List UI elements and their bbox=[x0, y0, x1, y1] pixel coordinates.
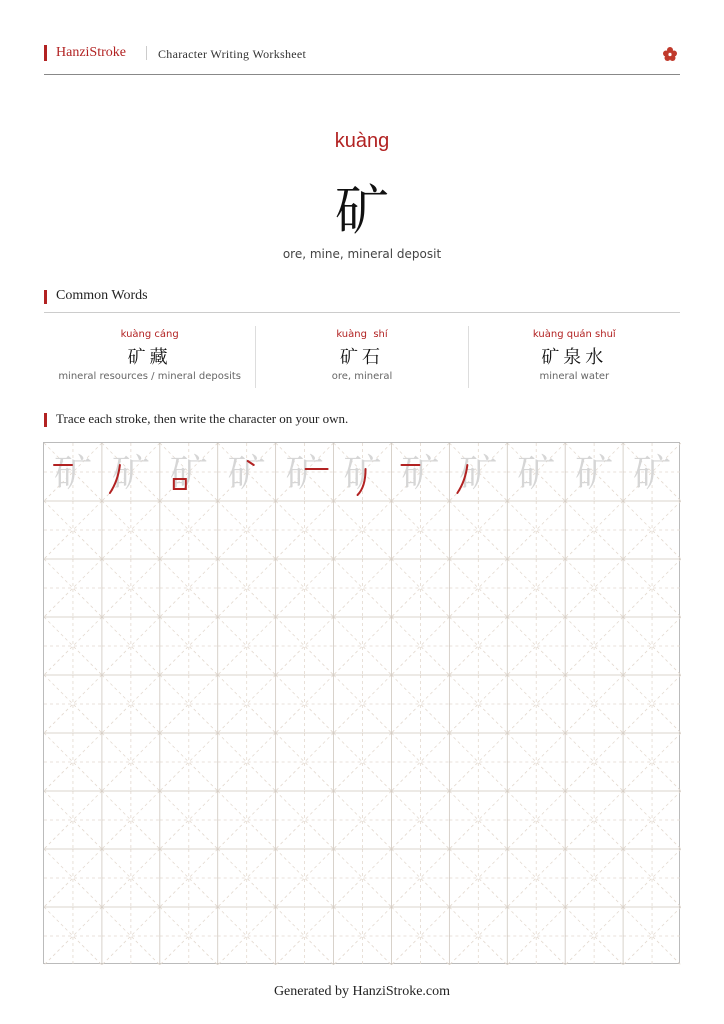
word-meaning: mineral resources / mineral deposits bbox=[58, 371, 241, 382]
stroke-order-cell bbox=[401, 451, 439, 495]
stroke-order-cell bbox=[110, 451, 150, 495]
worksheet-subtitle: Character Writing Worksheet bbox=[158, 47, 307, 61]
practice-instruction: Trace each stroke, then write the character on your own. bbox=[56, 411, 349, 426]
trace-character: 矿 bbox=[343, 451, 382, 495]
word-item bbox=[44, 326, 255, 388]
header-divider bbox=[146, 46, 147, 60]
stroke-order-cell bbox=[170, 451, 208, 495]
word-hanzi: 矿石 bbox=[339, 347, 384, 368]
practice-grid-canvas[interactable] bbox=[44, 443, 681, 965]
trace-character: 矿 bbox=[517, 451, 556, 495]
stroke-order-cell bbox=[228, 451, 266, 495]
character-meaning: ore, mine, mineral deposit bbox=[282, 247, 442, 261]
trace-character: 矿 bbox=[227, 451, 266, 495]
stroke-order-cell bbox=[343, 451, 381, 495]
stroke-order-cell bbox=[54, 451, 92, 495]
common-words-title: Common Words bbox=[56, 288, 148, 303]
trace-character: 矿 bbox=[285, 451, 324, 495]
trace-character: 矿 bbox=[53, 451, 92, 495]
section-accent-bar bbox=[44, 413, 47, 427]
trace-character: 矿 bbox=[633, 451, 672, 495]
word-pinyin: kuàng shí bbox=[336, 329, 388, 340]
practice-grid[interactable] bbox=[43, 442, 680, 964]
trace-cell bbox=[517, 451, 555, 495]
word-meaning: mineral water bbox=[539, 371, 610, 382]
common-words-heading bbox=[44, 288, 680, 313]
worksheet-header bbox=[44, 42, 680, 75]
trace-character: 矿 bbox=[169, 451, 208, 495]
footer-credit: Generated by HanziStroke.com bbox=[273, 984, 451, 999]
practice-heading bbox=[44, 411, 680, 431]
brand-name[interactable]: HanziStroke bbox=[56, 45, 126, 60]
word-item bbox=[468, 326, 680, 388]
trace-character: 矿 bbox=[575, 451, 614, 495]
word-hanzi: 矿藏 bbox=[127, 347, 172, 368]
stroke-order-cell bbox=[286, 451, 328, 495]
word-pinyin: kuàng quán shuǐ bbox=[532, 329, 616, 340]
trace-character: 矿 bbox=[401, 451, 440, 495]
brand-accent-bar bbox=[44, 45, 47, 61]
word-pinyin: kuàng cáng bbox=[120, 329, 179, 340]
word-item bbox=[255, 326, 467, 388]
word-meaning: ore, mineral bbox=[331, 371, 393, 382]
stroke-order-cell bbox=[457, 451, 497, 495]
trace-cell bbox=[633, 451, 671, 495]
character-hanzi: 矿 bbox=[335, 179, 389, 242]
word-hanzi: 矿泉水 bbox=[541, 347, 608, 368]
common-words-list bbox=[44, 326, 680, 388]
trace-cell bbox=[575, 451, 613, 495]
plum-blossom-icon bbox=[662, 46, 678, 62]
character-pinyin: kuàng bbox=[334, 130, 390, 152]
trace-character: 矿 bbox=[111, 451, 150, 495]
trace-character: 矿 bbox=[459, 451, 498, 495]
section-accent-bar bbox=[44, 290, 47, 304]
